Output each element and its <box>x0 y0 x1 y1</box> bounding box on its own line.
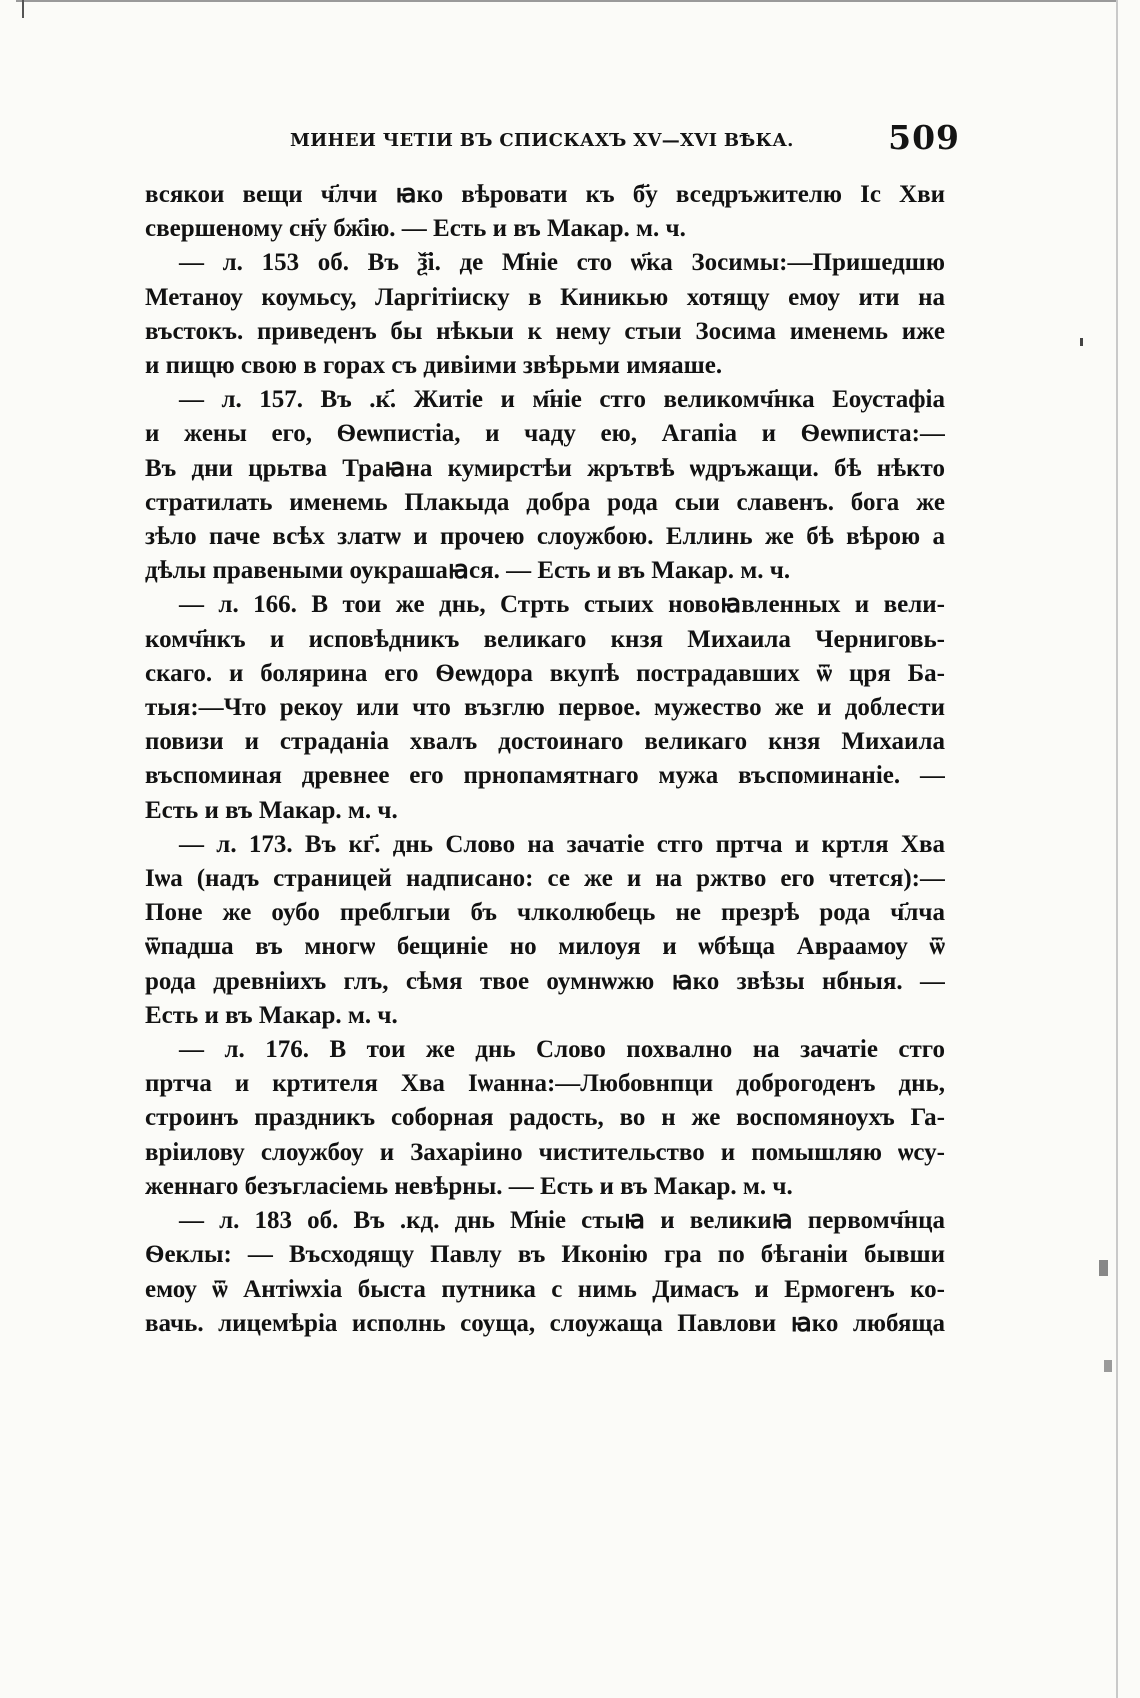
margin-stain <box>1099 1260 1108 1276</box>
text-line: дѣлы правеными оукрашаꙗся. — Есть и въ Макар. м. ч. <box>145 557 791 585</box>
text-line: — л. 166. В тои же днь, Стрть стыих новоꙗвленных и вели- <box>179 591 945 619</box>
text-line: скаго. и болярина его Ѳеѡдора вкупѣ пострадавших ѿ цря Ба- <box>145 659 945 687</box>
text-line: ѿпадша въ многѡ бещиніе но милоуя и ѡбѣща Авраамоу ѿ <box>145 933 945 961</box>
paragraph <box>145 178 945 246</box>
text-line: Въ дни црьтва Траꙗна кумирстѣи жрътвѣ ѡдръжащи. бѣ нѣкто <box>145 454 945 482</box>
paragraph <box>145 246 945 383</box>
text-line: зѣло паче всѣх златѡ и прочею слоужбою. Еллинь же бѣ вѣрою а <box>145 523 945 551</box>
paragraph <box>145 1204 945 1341</box>
text-line: комч҃нкъ и исповѣдникъ великаго кнзя Михаила Черниговь- <box>145 625 945 653</box>
paragraph <box>145 383 945 588</box>
text-line: рода древніихъ глъ, сѣмя твое оумнѡжю ꙗко звѣзы нбныя. — <box>145 967 945 995</box>
body-text <box>145 178 945 1341</box>
text-line: — л. 173. Въ кг҃. днь Слово на зачатіе стго пртча и кртля Хва <box>179 830 945 858</box>
text-line: всякои вещи ч҃лчи ꙗко вѣровати къ б҃у вседръжителю Іс Хви <box>145 181 945 208</box>
margin-stain <box>1104 1360 1112 1372</box>
running-header-title: МИНЕИ ЧЕТІИ ВЪ СПИСКАХЪ XV—XVI ВѢКА. <box>290 130 794 151</box>
text-line: Поне же оубо преблгыи бъ члколюбець не презрѣ рода ч҃лча <box>145 899 945 927</box>
text-line: свершеному сн҃у бж҃ію. — Есть и въ Макар. м. ч. <box>145 215 686 243</box>
left-edge-mark <box>22 0 24 18</box>
text-line: и жены его, Ѳеѡпистіа, и чаду ею, Агапіа и Ѳеѡписта:— <box>145 420 945 448</box>
text-line: женнаго безъгласіемь невѣрны. — Есть и въ Макар. м. ч. <box>145 1172 793 1200</box>
paragraph <box>145 588 945 827</box>
running-header <box>290 118 960 160</box>
top-border-line <box>16 0 1116 8</box>
text-line: — л. 157. Въ .к҃. Житіе и м҃ніе стго великомч҃нка Еоустафіа <box>179 386 945 414</box>
text-line: Метаноу коумьсу, Ларгітіиску в Киникью хотящу емоу ити на <box>145 283 945 311</box>
text-line: тыя:—Что рекоу или что възглю первое. мужество же и доблести <box>145 694 945 722</box>
text-line: Іѡа (надъ страницей надписано: се же и на ржтво его чтется):— <box>145 865 945 893</box>
margin-mark <box>1080 338 1083 346</box>
text-line: и пищю свою в горах съ дивіими звѣрьми имяаше. <box>145 352 723 380</box>
text-line: вачь. лицемѣріа исполнь соуща, слоужаща Павлови ꙗко любяща <box>145 1309 945 1337</box>
text-line: повизи и страданіа хвалъ достоинаго великаго кнзя Михаила <box>145 728 945 756</box>
right-page-edge <box>1116 0 1118 1698</box>
page-number: 509 <box>888 118 960 157</box>
text-line: — л. 153 об. Въ ѯ҃і. де М҃ніе сто ѡ҃ка Зосимы:—Пришедшю <box>179 249 945 277</box>
text-line: въстокъ. приведенъ бы нѣкыи к нему стыи Зосима именемь иже <box>145 317 945 345</box>
text-line: — л. 176. В тои же днь Слово похвално на зачатіе стго <box>179 1036 945 1064</box>
text-line: емоу ѿ Антіѡхіа быста путника с нимь Димасъ и Ермогенъ ко- <box>145 1275 945 1303</box>
text-line: Ѳеклы: — Въсходящу Павлу въ Иконію гра по бѣганіи бывши <box>145 1241 945 1269</box>
text-line: въспоминая древнее его прнопамятнаго мужа въспоминаніе. — <box>145 762 945 790</box>
paragraph <box>145 828 945 1033</box>
text-line: стратилать именемь Плакыда добра рода сыи славенъ. бога же <box>145 488 945 516</box>
text-line: Есть и въ Макар. м. ч. <box>145 1001 398 1029</box>
text-line: — л. 183 об. Въ .кд. днь М҃ніе стыꙗ и великиꙗ первомч҃нца <box>179 1207 945 1235</box>
text-line: строинъ праздникъ соборная радость, во н же воспомяноухъ Га- <box>145 1104 945 1132</box>
text-line: Есть и въ Макар. м. ч. <box>145 796 398 824</box>
text-line: вріилову слоужбоу и Захаріино чиститeльство и помышляю ѡсу- <box>145 1138 945 1166</box>
text-line: пртча и кртителя Хва Іѡанна:—Любовнпци доброгоденъ днь, <box>145 1070 945 1098</box>
paragraph <box>145 1033 945 1204</box>
